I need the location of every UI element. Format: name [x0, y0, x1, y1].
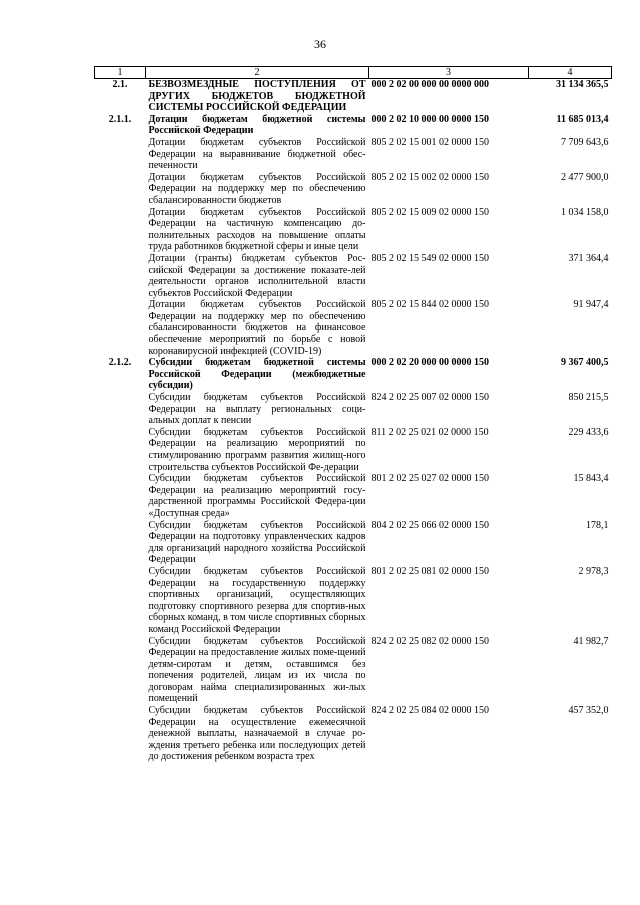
row-name: Дотации (гранты) бюджетам субъектов Рос-сийской Федерации за достижение показате-лей деятельности органов исполнительной власти субъектов Российской Федерации — [148, 252, 366, 299]
row-number — [95, 427, 146, 473]
row-amount: 178,1 — [586, 519, 609, 531]
row-code: 801 2 02 25 027 02 0000 150 — [371, 473, 489, 485]
row-name: Дотации бюджетам бюджетной системы Российской Федерации — [148, 113, 366, 137]
budget-revenue-table — [94, 66, 612, 763]
row-number — [95, 636, 146, 706]
row-name: Субсидии бюджетам субъектов Российской Федерации на государственную поддержку спортивных организаций, осуществляющих подготовку спортивного резерва для спортив-ных сборных команд, в том числе спортивных сборных команд Российской Федерации — [148, 565, 366, 635]
table-row — [95, 207, 612, 253]
row-code: 811 2 02 25 021 02 0000 150 — [371, 426, 489, 438]
table-row — [95, 79, 612, 114]
header-col-4: 4 — [529, 67, 612, 79]
row-number — [95, 172, 146, 207]
table-row — [95, 473, 612, 519]
table-row — [95, 705, 612, 763]
row-number — [95, 705, 146, 763]
row-number — [95, 207, 146, 253]
row-code: 805 2 02 15 844 02 0000 150 — [371, 299, 489, 311]
row-amount: 41 982,7 — [573, 635, 609, 647]
header-col-3: 3 — [369, 67, 529, 79]
row-name: Субсидии бюджетам бюджетной системы Российской Федерации (межбюджетные субсидии) — [148, 357, 366, 392]
row-name: БЕЗВОЗМЕЗДНЫЕ ПОСТУПЛЕНИЯ ОТ ДРУГИХ БЮДЖЕТОВ БЮДЖЕТНОЙ СИСТЕМЫ РОССИЙСКОЙ ФЕДЕРАЦИИ — [148, 79, 366, 114]
row-name: Субсидии бюджетам субъектов Российской Федерации на реализацию мероприятий госу-дарственной программы Российской Федера-ции «Доступная среда» — [148, 473, 366, 519]
header-row — [95, 67, 612, 79]
row-code: 824 2 02 25 007 02 0000 150 — [371, 392, 489, 404]
row-number: 2.1.2. — [108, 357, 132, 369]
row-name: Субсидии бюджетам субъектов Российской Федерации на реализацию мероприятий по стимулированию программ развития жилищ-ного строительства субъектов Российской Фе-дерации — [148, 426, 366, 473]
table-row — [95, 520, 612, 566]
row-code: 805 2 02 15 002 02 0000 150 — [371, 171, 489, 183]
row-number — [95, 299, 146, 357]
row-amount: 2 978,3 — [578, 565, 609, 577]
row-number — [95, 137, 146, 172]
page-number: 36 — [314, 37, 326, 51]
row-amount: 91 947,4 — [573, 299, 609, 311]
row-code: 824 2 02 25 084 02 0000 150 — [371, 705, 489, 717]
row-amount: 11 685 013,4 — [556, 113, 609, 125]
row-number — [95, 392, 146, 427]
table-row — [95, 427, 612, 473]
row-code: 804 2 02 25 066 02 0000 150 — [371, 519, 489, 531]
row-code: 801 2 02 25 081 02 0000 150 — [371, 565, 489, 577]
row-amount: 457 352,0 — [568, 705, 609, 717]
row-name: Дотации бюджетам субъектов Российской Федерации на поддержку мер по обеспечению сбалансированности бюджетов на финансовое обеспечение мероприятий по борьбе с новой коронавирусной инфекцией (COVID-19) — [148, 299, 366, 357]
row-name: Субсидии бюджетам субъектов Российской Федерации на предоставление жилых поме-щений детям-сиротам и детям, оставшимся без попечения родителей, лицам из их числа по договорам найма специализированных жи-лых помещений — [148, 635, 366, 705]
row-name: Дотации бюджетам субъектов Российской Федерации на поддержку мер по обеспечению сбалансированности бюджетов — [148, 171, 366, 206]
table-row — [95, 299, 612, 357]
table-row — [95, 566, 612, 636]
row-number: 2.1.1. — [108, 113, 132, 125]
row-amount: 371 364,4 — [568, 252, 609, 264]
row-amount: 9 367 400,5 — [561, 357, 609, 369]
table-row — [95, 392, 612, 427]
table-row — [95, 253, 612, 299]
row-code: 000 2 02 00 000 00 0000 000 — [371, 79, 489, 90]
row-amount: 7 709 643,6 — [561, 136, 609, 148]
table-row — [95, 636, 612, 706]
row-name: Дотации бюджетам субъектов Российской Федерации на частичную компенсацию до-полнительных расходов на повышение оплаты труда работников бюджетной сферы и иные цели — [148, 206, 366, 253]
row-name: Субсидии бюджетам субъектов Российской Федерации на осуществление ежемесячной денежной выплаты, назначаемой в случае ро-ждения третьего ребенка или последующих детей до достижения ребенком возраста трех — [148, 705, 366, 763]
row-amount: 31 134 365,5 — [556, 79, 609, 90]
row-code: 805 2 02 15 001 02 0000 150 — [371, 136, 489, 148]
table-row — [95, 172, 612, 207]
row-name: Дотации бюджетам субъектов Российской Федерации на выравнивание бюджетной обес-печенности — [148, 136, 366, 172]
row-name: Субсидии бюджетам субъектов Российской Федерации на выплату региональных соци-альных доплат к пенсии — [148, 392, 366, 427]
row-code: 805 2 02 15 549 02 0000 150 — [371, 252, 489, 264]
row-code: 000 2 02 10 000 00 0000 150 — [371, 113, 489, 125]
row-code: 000 2 02 20 000 00 0000 150 — [371, 357, 489, 369]
row-amount: 1 034 158,0 — [561, 206, 609, 218]
row-number — [95, 566, 146, 636]
row-name: Субсидии бюджетам субъектов Российской Федерации на подготовку управленческих кадров для организаций народного хозяйства Российской Федерации — [148, 519, 366, 566]
row-code: 824 2 02 25 082 02 0000 150 — [371, 635, 489, 647]
row-number — [95, 253, 146, 299]
row-number: 2.1. — [112, 79, 128, 90]
row-amount: 2 477 900,0 — [561, 171, 609, 183]
row-amount: 15 843,4 — [573, 473, 609, 485]
row-amount: 850 215,5 — [568, 392, 609, 404]
row-code: 805 2 02 15 009 02 0000 150 — [371, 206, 489, 218]
table-row — [95, 114, 612, 137]
header-col-1: 1 — [95, 67, 146, 79]
table-row — [95, 357, 612, 392]
row-number — [95, 473, 146, 519]
header-col-2: 2 — [146, 67, 369, 79]
table-row — [95, 137, 612, 172]
row-number — [95, 520, 146, 566]
table-header — [95, 67, 612, 79]
table-body — [95, 79, 612, 764]
row-amount: 229 433,6 — [568, 426, 609, 438]
